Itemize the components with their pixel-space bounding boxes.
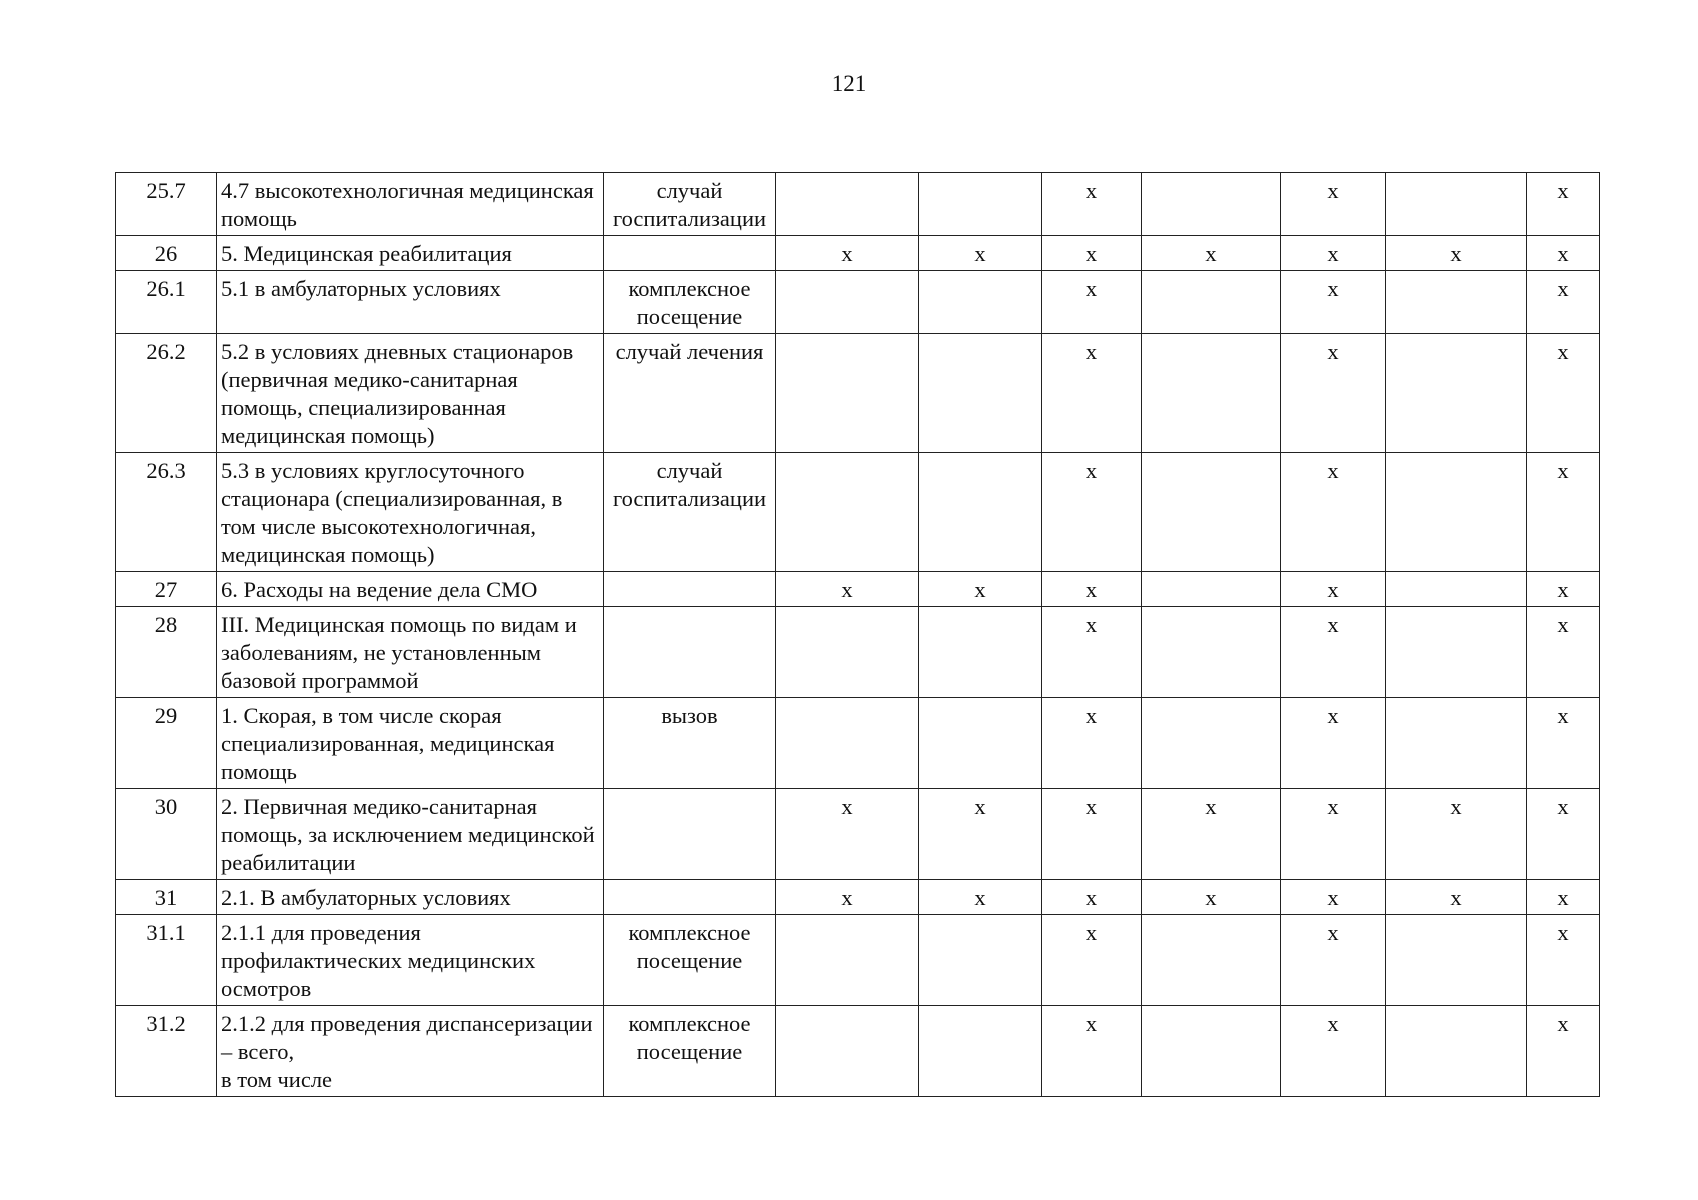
row-value-cell: х [776, 880, 919, 915]
row-unit-cell [604, 789, 776, 880]
row-value-cell [1386, 453, 1527, 572]
row-value-cell: х [919, 572, 1042, 607]
row-value-cell [919, 698, 1042, 789]
row-value-cell: х [1527, 698, 1600, 789]
row-value-cell [919, 271, 1042, 334]
row-value-cell [1142, 173, 1281, 236]
row-value-cell [1142, 607, 1281, 698]
row-value-cell: х [1042, 1006, 1142, 1097]
row-value-cell: х [1527, 915, 1600, 1006]
table-row [116, 572, 1600, 607]
table-row [116, 915, 1600, 1006]
row-name-cell: 5. Медицинская реабилитация [217, 236, 604, 271]
row-value-cell: х [1042, 572, 1142, 607]
row-value-cell: х [1527, 271, 1600, 334]
row-value-cell: х [1281, 334, 1386, 453]
table-row [116, 173, 1600, 236]
row-value-cell [776, 698, 919, 789]
row-value-cell [776, 1006, 919, 1097]
row-value-cell [776, 453, 919, 572]
row-name-cell: 1. Скорая, в том числе скорая специализированная, медицинская помощь [217, 698, 604, 789]
row-number-cell: 26.2 [116, 334, 217, 453]
row-value-cell: х [1281, 789, 1386, 880]
row-value-cell: х [1281, 572, 1386, 607]
row-value-cell [1142, 453, 1281, 572]
row-name-cell: 4.7 высокотехнологичная медицинская помощь [217, 173, 604, 236]
row-unit-cell [604, 880, 776, 915]
row-value-cell: х [1281, 698, 1386, 789]
row-value-cell: х [1527, 173, 1600, 236]
row-number-cell: 29 [116, 698, 217, 789]
row-value-cell: х [1042, 607, 1142, 698]
row-value-cell [1142, 915, 1281, 1006]
row-unit-cell [604, 572, 776, 607]
row-value-cell: х [1042, 698, 1142, 789]
row-value-cell [919, 334, 1042, 453]
row-value-cell [1386, 915, 1527, 1006]
row-value-cell [1142, 572, 1281, 607]
row-value-cell: х [919, 236, 1042, 271]
table-row [116, 271, 1600, 334]
table-row [116, 1006, 1600, 1097]
row-name-cell: 5.3 в условиях круглосуточного стационара (специализированная, в том числе высокотехнологичная, медицинская помощь) [217, 453, 604, 572]
row-value-cell [1386, 173, 1527, 236]
row-value-cell [1386, 698, 1527, 789]
row-value-cell: х [1142, 236, 1281, 271]
row-name-cell: 5.1 в амбулаторных условиях [217, 271, 604, 334]
row-value-cell: х [776, 789, 919, 880]
row-value-cell [1386, 334, 1527, 453]
row-value-cell: х [1042, 880, 1142, 915]
row-name-cell: 2.1.1 для проведения профилактических медицинских осмотров [217, 915, 604, 1006]
row-name-cell: 2.1. В амбулаторных условиях [217, 880, 604, 915]
row-value-cell [1142, 271, 1281, 334]
row-number-cell: 26.1 [116, 271, 217, 334]
row-value-cell: х [919, 880, 1042, 915]
row-number-cell: 31 [116, 880, 217, 915]
row-number-cell: 31.2 [116, 1006, 217, 1097]
row-value-cell: х [1042, 236, 1142, 271]
row-value-cell: х [776, 572, 919, 607]
row-value-cell [1142, 334, 1281, 453]
row-value-cell [1386, 572, 1527, 607]
row-name-cell: 2. Первичная медико-санитарная помощь, за исключением медицинской реабилитации [217, 789, 604, 880]
row-value-cell [776, 915, 919, 1006]
table-row [116, 236, 1600, 271]
table-row [116, 334, 1600, 453]
data-table [115, 172, 1600, 1097]
row-name-cell: 5.2 в условиях дневных стационаров (первичная медико-санитарная помощь, специализированная медицинская помощь) [217, 334, 604, 453]
row-value-cell: х [1527, 607, 1600, 698]
row-number-cell: 25.7 [116, 173, 217, 236]
row-value-cell: х [1527, 572, 1600, 607]
row-value-cell: х [1281, 453, 1386, 572]
row-value-cell [919, 1006, 1042, 1097]
row-unit-cell: случай госпитализации [604, 173, 776, 236]
row-value-cell: х [1527, 453, 1600, 572]
row-value-cell: х [1527, 236, 1600, 271]
row-value-cell [776, 607, 919, 698]
row-value-cell: х [1281, 915, 1386, 1006]
row-value-cell: х [1042, 915, 1142, 1006]
row-unit-cell: комплексное посещение [604, 1006, 776, 1097]
row-value-cell: х [1386, 789, 1527, 880]
row-value-cell: х [1281, 607, 1386, 698]
row-value-cell: х [1281, 880, 1386, 915]
row-value-cell: х [1042, 789, 1142, 880]
row-value-cell [919, 915, 1042, 1006]
row-value-cell: х [1386, 236, 1527, 271]
table-row [116, 880, 1600, 915]
row-number-cell: 30 [116, 789, 217, 880]
row-value-cell [776, 334, 919, 453]
row-value-cell: х [1142, 880, 1281, 915]
table-row [116, 698, 1600, 789]
row-value-cell: х [1527, 334, 1600, 453]
table-row [116, 453, 1600, 572]
row-number-cell: 26 [116, 236, 217, 271]
row-value-cell: х [1281, 173, 1386, 236]
row-name-cell: 2.1.2 для проведения диспансеризации – всего, в том числе [217, 1006, 604, 1097]
row-value-cell [919, 607, 1042, 698]
row-name-cell: III. Медицинская помощь по видам и заболеваниям, не установленным базовой программой [217, 607, 604, 698]
row-number-cell: 27 [116, 572, 217, 607]
row-unit-cell: вызов [604, 698, 776, 789]
table-row [116, 607, 1600, 698]
row-unit-cell [604, 236, 776, 271]
row-value-cell: х [1281, 1006, 1386, 1097]
row-number-cell: 31.1 [116, 915, 217, 1006]
row-value-cell: х [919, 789, 1042, 880]
row-value-cell [919, 173, 1042, 236]
page-number: 121 [831, 71, 867, 96]
row-value-cell: х [1281, 271, 1386, 334]
row-value-cell: х [776, 236, 919, 271]
row-value-cell: х [1527, 789, 1600, 880]
row-value-cell: х [1527, 880, 1600, 915]
row-unit-cell: комплексное посещение [604, 915, 776, 1006]
row-value-cell: х [1142, 789, 1281, 880]
row-value-cell [1142, 1006, 1281, 1097]
row-value-cell [1386, 607, 1527, 698]
row-number-cell: 26.3 [116, 453, 217, 572]
row-value-cell: х [1281, 236, 1386, 271]
row-value-cell [1386, 1006, 1527, 1097]
row-value-cell: х [1042, 271, 1142, 334]
row-value-cell: х [1042, 334, 1142, 453]
row-unit-cell: случай лечения [604, 334, 776, 453]
table-row [116, 789, 1600, 880]
row-value-cell: х [1042, 173, 1142, 236]
row-value-cell [919, 453, 1042, 572]
row-unit-cell: случай госпитализации [604, 453, 776, 572]
row-number-cell: 28 [116, 607, 217, 698]
row-unit-cell [604, 607, 776, 698]
row-value-cell [1142, 698, 1281, 789]
row-value-cell [776, 271, 919, 334]
row-name-cell: 6. Расходы на ведение дела СМО [217, 572, 604, 607]
row-value-cell [1386, 271, 1527, 334]
row-value-cell: х [1042, 453, 1142, 572]
row-value-cell [776, 173, 919, 236]
row-value-cell: х [1386, 880, 1527, 915]
row-unit-cell: комплексное посещение [604, 271, 776, 334]
row-value-cell: х [1527, 1006, 1600, 1097]
